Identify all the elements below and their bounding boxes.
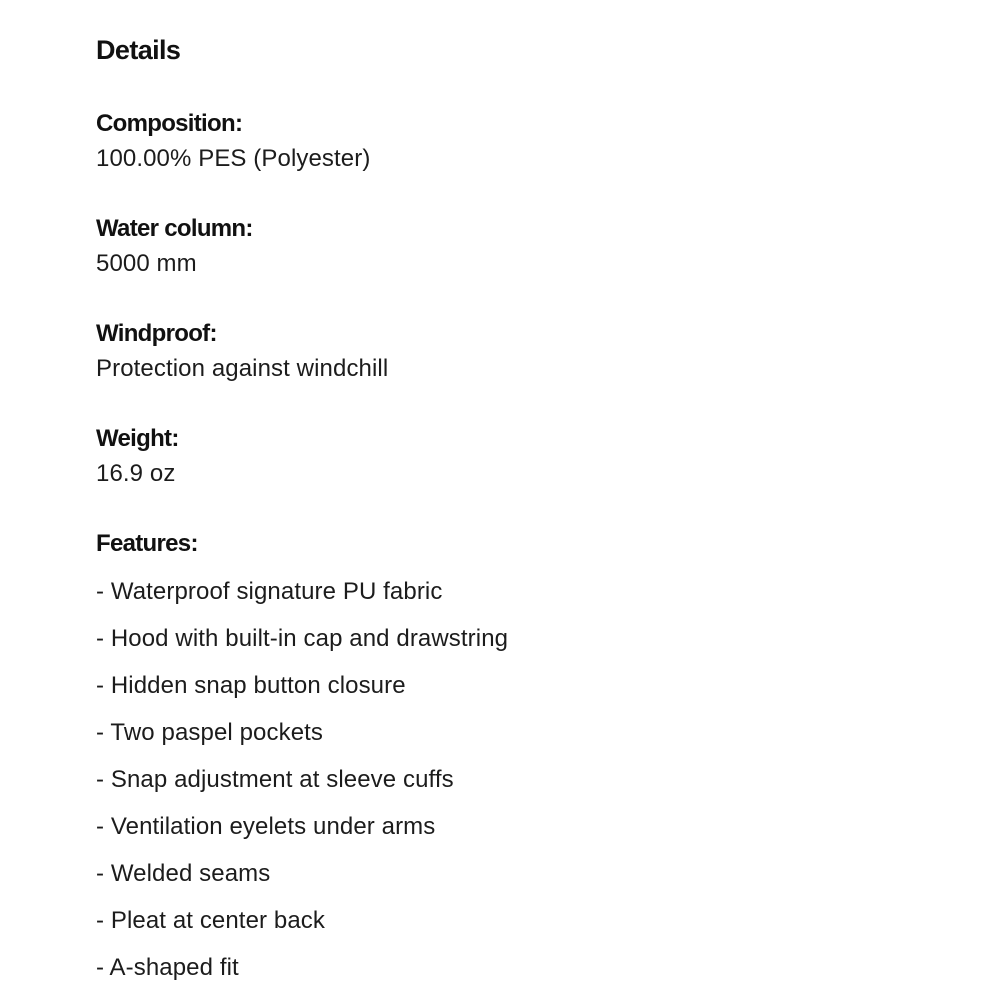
composition-label: Composition: <box>96 110 243 137</box>
windproof-field <box>96 318 1000 388</box>
feature-item: - Ventilation eyelets under arms <box>96 813 436 840</box>
feature-item: - Waterproof signature PU fabric <box>96 578 443 605</box>
features-label: Features: <box>96 530 198 557</box>
water-column-label: Water column: <box>96 215 253 242</box>
details-heading: Details <box>96 35 181 65</box>
windproof-label: Windproof: <box>96 320 217 347</box>
feature-item: - Welded seams <box>96 860 271 887</box>
composition-value: 100.00% PES (Polyester) <box>96 145 371 172</box>
water-column-value: 5000 mm <box>96 250 197 277</box>
weight-label: Weight: <box>96 425 179 452</box>
feature-item: - Pleat at center back <box>96 907 325 934</box>
windproof-value: Protection against windchill <box>96 355 389 382</box>
weight-field <box>96 423 1000 493</box>
feature-item: - Hood with built-in cap and drawstring <box>96 625 509 652</box>
composition-field <box>96 108 1000 178</box>
features-list <box>96 568 1000 991</box>
weight-value: 16.9 oz <box>96 460 176 487</box>
feature-item: - Two paspel pockets <box>96 719 324 746</box>
feature-item: - A-shaped fit <box>96 954 239 981</box>
feature-item: - Hidden snap button closure <box>96 672 406 699</box>
water-column-field <box>96 213 1000 283</box>
features-section <box>96 528 1000 991</box>
feature-item: - Snap adjustment at sleeve cuffs <box>96 766 454 793</box>
